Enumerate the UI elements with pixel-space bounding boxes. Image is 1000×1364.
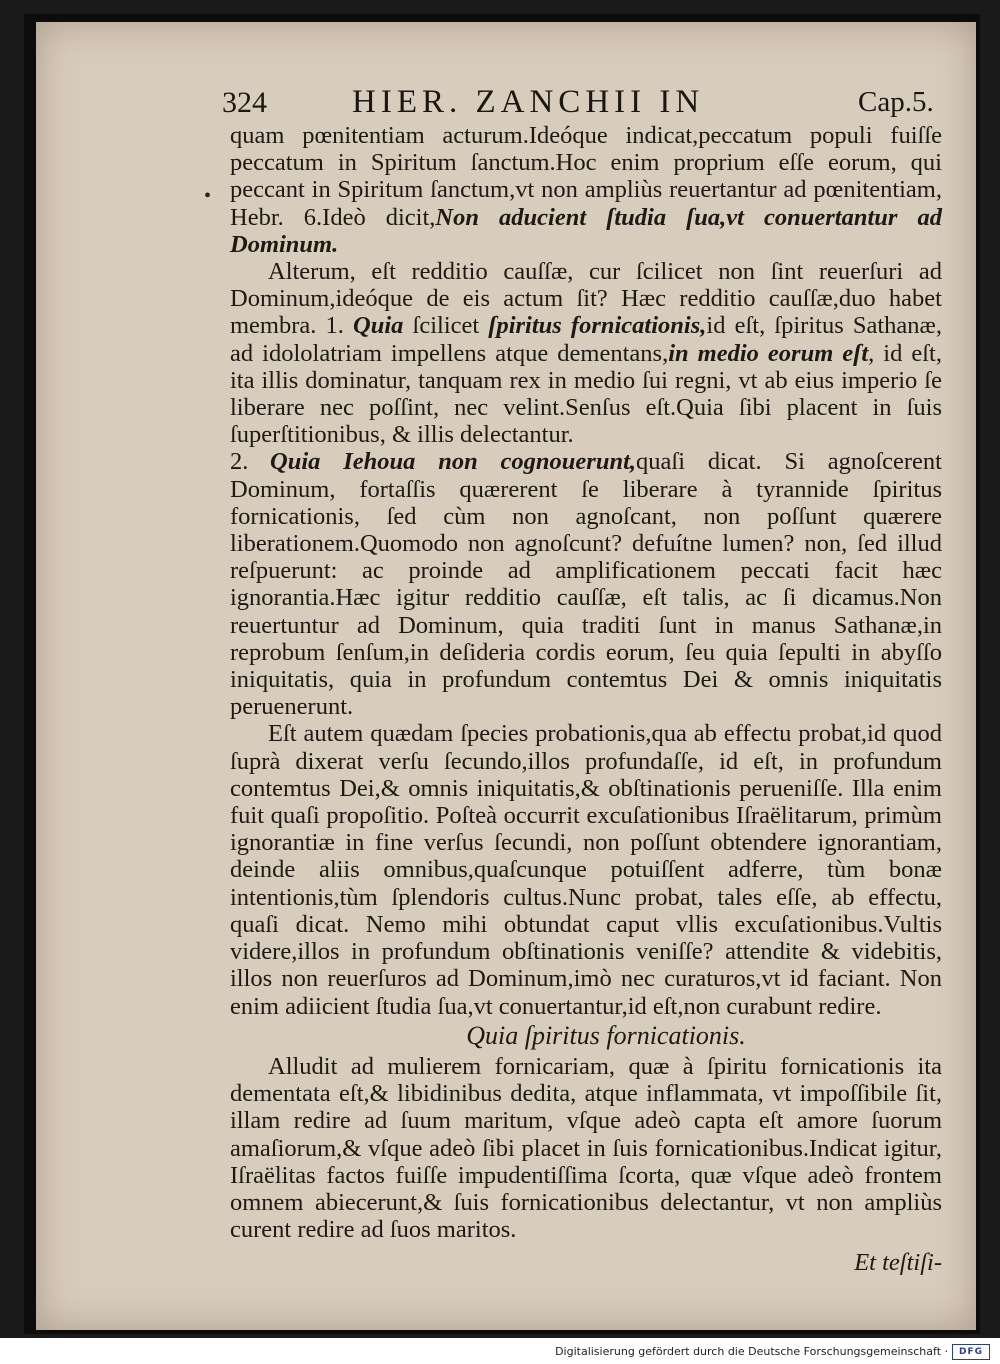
paragraph-3-text: quaſi dicat. Si agnoſcerent Dominum, fortaſſis quærerent ſe liberare à tyrannide ſpiritus fornicationis, ſed cùm non agnoſcant, non poſſunt quærere liberationem.Quomodo non agnoſcunt? defuítne lumen? non, ſed illud reſpuerunt: ac proinde ad amplificationem peccati facit hæc ignorantia.Hæc igitur redditio cauſſæ, eſt talis, ac ſi dicamus.Non reuertuntur ad Dominum, quia traditi ſunt in manus Sathanæ,in reprobum ſenſum,in deſideria cordis eorum, ſeu quia ſepulti in abyſſo iniquitatis, quia in profundum contemtus Dei & omnis iniquitatis peruenerunt. (230, 448, 942, 721)
paragraph-1 (230, 122, 942, 258)
paragraph-3-quote: Quia Iehoua non cognouerunt, (270, 448, 637, 476)
paragraph-4: Eſt autem quædam ſpecies probationis,qua ab effectu probat,id quod ſuprà dixerat verſu ſecundo,illos profundaſſe, id eſt, in profundum contemtus Dei,& omnis iniquitatis,& obſtinationis perueniſſe. Illa enim fuit quaſi propoſitio. Poſteà occurrit excuſationibus Iſraëlitarum, primùm ignorantiæ in fine verſus ſecundi, non poſſunt obtendere ignorantiam, deinde aliis omnibus,quaſcunque potuiſſent adferre, tùm bonæ intentionis,tùm ſplendoris cultus.Nunc probat, tales eſſe, ab effectu, quaſi dicat. Nemo mihi obtundat caput vllis excuſationibus.Vultis videre,illos in profundum obſtinationis veniſſe? attendite & videbitis, illos non reuerſuros ad Dominum,imò nec curaturos,vt id faciant. Non enim adiicient ſtudia ſua,vt conuertantur,id eſt,non curabunt redire. (230, 720, 942, 1020)
dfg-logo-icon: DFG (952, 1344, 990, 1360)
margin-mark: • (204, 185, 212, 207)
footer-credit: Digitalisierung gefördert durch die Deutsche Forschungsgemeinschaft · (555, 1345, 948, 1358)
paragraph-2 (230, 258, 942, 448)
main-text (230, 122, 942, 1277)
paragraph-2-quote-b: ſpiritus fornicationis, (488, 312, 707, 340)
paragraph-2-text-a: Alterum, eſt redditio cauſſæ, cur ſcilicet non ſint reuerſuri ad Dominum,ideóque de eis actum ſit? Hæc redditio cauſſæ,duo habet membra. 1. (230, 258, 942, 340)
paragraph-3 (230, 448, 942, 720)
paragraph-5: Alludit ad mulierem fornicariam, quæ à ſpiritu fornicationis ita dementata eſt,& libidinibus dedita, atque inflammata, vt impoſſibile ſit, illam redire ad ſuum maritum, vſque adeò capta eſt amore ſuorum amaſiorum,& vſque adeò ſibi placet in ſuis fornicationibus.Indicat igitur, Iſraëlitas factos fuiſſe impudentiſſima ſcorta, quæ vſque adeò frontem omnem abiecerunt,& ſuis fornicationibus delectantur, vt non ampliùs curent redire ad ſuos maritos. (230, 1052, 942, 1244)
paragraph-2-text-c: id eſt, ſpiritus Sathanæ, ad idololatriam impellens atque dementans, (230, 312, 942, 367)
section-heading: Quia ſpiritus fornicationis. (466, 1020, 746, 1050)
running-title: HIER. ZANCHII IN (352, 84, 705, 120)
page-number: 324 (222, 86, 267, 119)
running-head (36, 82, 976, 122)
paragraph-1-text: quam pœnitentiam acturum.Ideóque indicat,peccatum populi fuiſſe peccatum in Spiritum ſanctum.Hoc enim proprium eſſe eorum, qui peccant in Spiritum ſanctum,vt non ampliùs reuertantur ad pœnitentiam, Hebr. 6.Ideò dicit, (230, 122, 942, 231)
paragraph-2-quote-c: in medio eorum eſt (668, 339, 869, 367)
paragraph-2-text-d: , id eſt, ita illis dominatur, tanquam rex in medio ſui regni, vt ab eius imperio ſe liberare nec poſſint, nec velint.Senſus eſt.Quia ſibi placent in ſuis ſuperſtitionibus, & illis delectantur. (230, 339, 942, 449)
book-page (36, 22, 976, 1330)
paragraph-2-text-b: ſcilicet (403, 312, 489, 340)
paragraph-2-quote-a: Quia (353, 312, 404, 340)
footer-bar (0, 1338, 1000, 1364)
paragraph-3-number: 2. (230, 448, 249, 476)
catchword: Et teſtiſi- (854, 1249, 942, 1277)
paragraph-1-quote: Non aducient ſtudia ſua,vt conuertantur ad Dominum. (230, 203, 943, 258)
chapter-label: Cap.5. (858, 86, 934, 118)
